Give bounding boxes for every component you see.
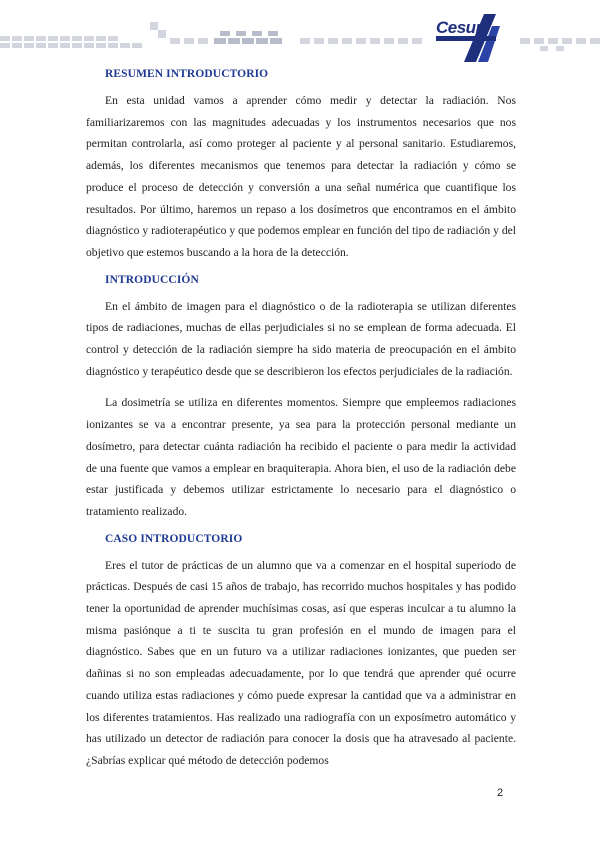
paragraph: Eres el tutor de prácticas de un alumno que va a comenzar en el hospital superiodo de prácticas. Después de casi 15 años de trabajo, has recorrido muchos hospitales y has podido tener la oportunidad de aprender muchísimas cosas, así que esperas inculcar a tu alumno la misma pasiónque a ti te suscita tu gran profesión en el mundo de imagen para el diagnóstico. Sabes que en un futuro va a utilizar radiaciones ionizantes, que pueden ser dañinas si no son empleadas adecuadamente, por lo que tendrá que aprender qué ocurre cuando utiliza estas radiaciones y cómo puede expresar la cantidad que va a administrar en los diferentes tratamientos. Has realizado una radiografía con un exposímetro automático y has utilizado un detector de radiación para conocer la dosis que ha atravesado al paciente. ¿Sabrías explicar qué método de detección podemos <box>86 558 516 767</box>
section-title: RESUMEN INTRODUCTORIO <box>105 68 269 80</box>
document-body <box>86 68 516 782</box>
logo-text: Cesur <box>436 18 482 37</box>
paragraph: La dosimetría se utiliza en diferentes momentos. Siempre que empleemos radiaciones ionizantes se va a encontrar presente, ya sea para la protección personal mediante un dosímetro, para detectar cuánta radiación ha recibido el paciente o para medir la actividad de una fuente que vamos a emplear en braquiterapia. Ahora bien, el uso de la radiación debe estar justificada y debemos utilizar estrictamente lo necesario para el diagnóstico o tratamiento realizado. <box>86 396 516 518</box>
section-title: INTRODUCCIÓN <box>105 273 199 286</box>
section-introduccion <box>86 274 516 523</box>
section-caso <box>86 533 516 772</box>
paragraph: En esta unidad vamos a aprender cómo medir y detectar la radiación. Nos familiarizaremos con las magnitudes adecuadas y los instrumentos necesarios que nos permitan controlarla, así como proteger al paciente y al personal sanitario. Estudiaremos, además, los diferentes mecanismos que tenemos para detectar la radiación y cómo se produce el proceso de detección y conversión a una señal numérica que cuantifique los resultados. Por último, haremos un repaso a los dosímetros que encontramos en el ámbito diagnóstico y radioterapéutico y que podemos emplear en función del tipo de radiación y del objetivo que estemos buscando a la hora de la detección. <box>86 94 516 259</box>
section-title: CASO INTRODUCTORIO <box>105 532 243 545</box>
section-resumen <box>86 68 516 264</box>
page-number: 2 <box>497 787 504 799</box>
paragraph: En el ámbito de imagen para el diagnóstico o de la radioterapia se utilizan diferentes tipos de radiaciones, muchas de ellas perjudiciales si no se emplean de forma adecuada. El control y detección de la radiación siempre ha sido materia de preocupación en el ámbito diagnóstico y terapéutico desde que se describieron los efectos perjudiciales de la radiación. <box>86 299 516 378</box>
cesur-logo <box>434 10 512 66</box>
page-header <box>0 0 600 62</box>
